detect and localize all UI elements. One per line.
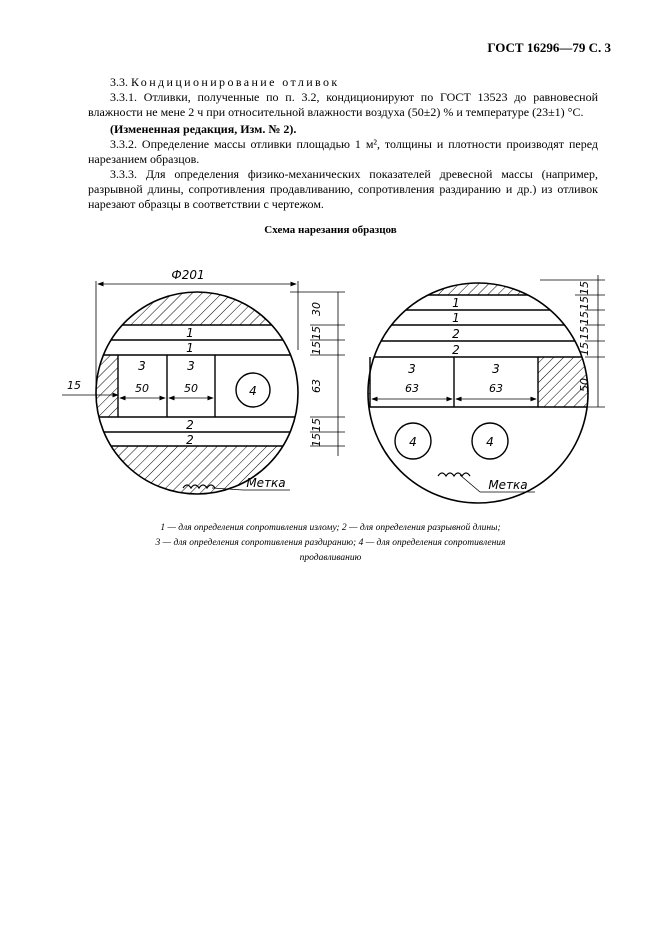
legend-line: 1 — для определения сопротивления излому; 2 — для определения разрывной длины; bbox=[160, 523, 501, 533]
strip-label: 2 bbox=[186, 433, 194, 447]
paragraph-3-3-1: 3.3.1. Отливки, полученные по п. 3.2, кондиционируют по ГОСТ 13523 до равновесной влажности не мене 2 ч при относительной влажности воздуха (50±2) % и температуре (23±1) °С. bbox=[88, 90, 598, 119]
strip-label: 1 bbox=[452, 311, 460, 325]
legend-line: 3 — для определения сопротивления раздиранию; 4 — для определения сопротивления bbox=[155, 538, 506, 548]
dim-label: 15 bbox=[310, 341, 323, 355]
strip-label: 1 bbox=[186, 326, 194, 340]
right-disc bbox=[360, 275, 605, 503]
section-heading-number: 3.3. bbox=[110, 75, 128, 89]
strip-label: 2 bbox=[452, 327, 460, 341]
dim-label: 63 bbox=[310, 379, 323, 393]
figure-title: Схема нарезания образцов bbox=[264, 224, 397, 236]
block-label: 3 bbox=[492, 362, 500, 376]
dim-label: 15 bbox=[578, 326, 591, 340]
block-label: 3 bbox=[187, 359, 195, 373]
paragraph-3-3-2: 3.3.2. Определение массы отливки площадью 1 м², толщины и плотности производят перед нарезанием образцов. bbox=[88, 137, 598, 166]
circle-label-right: 4 bbox=[409, 435, 417, 449]
block-width-label: 50 bbox=[184, 382, 198, 395]
dim-label: 15 bbox=[310, 326, 323, 340]
strip-label: 1 bbox=[452, 296, 460, 310]
mark-label-right: Метка bbox=[488, 478, 528, 492]
mark-label-left: Метка bbox=[246, 476, 286, 490]
strip-label: 2 bbox=[186, 418, 194, 432]
edition-note: (Измененная редакция, Изм. № 2). bbox=[110, 122, 297, 136]
left-disc bbox=[62, 268, 345, 506]
block-width-label: 63 bbox=[405, 382, 419, 395]
paragraph-3-3-3: 3.3.3. Для определения физико-механических показателей древесной массы (например, разрывной длины, сопротивления продавливанию, сопротивления раздиранию и др.) из отливок нарезают образцы в соответствии с чертежом. bbox=[88, 167, 598, 211]
legend-line: продавливанию bbox=[299, 553, 362, 563]
hatched-side-left bbox=[90, 355, 118, 417]
figure-legend bbox=[0, 521, 661, 566]
dim-label: 15 bbox=[578, 281, 591, 295]
dim-label: 30 bbox=[310, 302, 323, 316]
dim-label: 15 bbox=[578, 342, 591, 356]
circle-label-right: 4 bbox=[486, 435, 494, 449]
section-heading-text: Кондиционирование отливок bbox=[131, 75, 340, 89]
block-label: 3 bbox=[408, 362, 416, 376]
dim-label: 15 bbox=[310, 433, 323, 447]
margin-label: 15 bbox=[67, 379, 81, 392]
diameter-label: Ф201 bbox=[171, 268, 205, 282]
dim-label: 15 bbox=[578, 296, 591, 310]
dim-label: 15 bbox=[578, 311, 591, 325]
dim-label: 50 bbox=[578, 378, 591, 392]
strip-label: 2 bbox=[452, 343, 460, 357]
page-header: ГОСТ 16296—79 С. 3 bbox=[487, 40, 611, 55]
mark-notch-right bbox=[438, 473, 470, 476]
hatched-top-left bbox=[90, 290, 310, 325]
circle-label-left: 4 bbox=[249, 384, 257, 398]
block-width-label: 50 bbox=[135, 382, 149, 395]
block-label: 3 bbox=[138, 359, 146, 373]
strip-label: 1 bbox=[186, 341, 194, 355]
dim-label: 15 bbox=[310, 418, 323, 432]
block-width-label: 63 bbox=[489, 382, 503, 395]
